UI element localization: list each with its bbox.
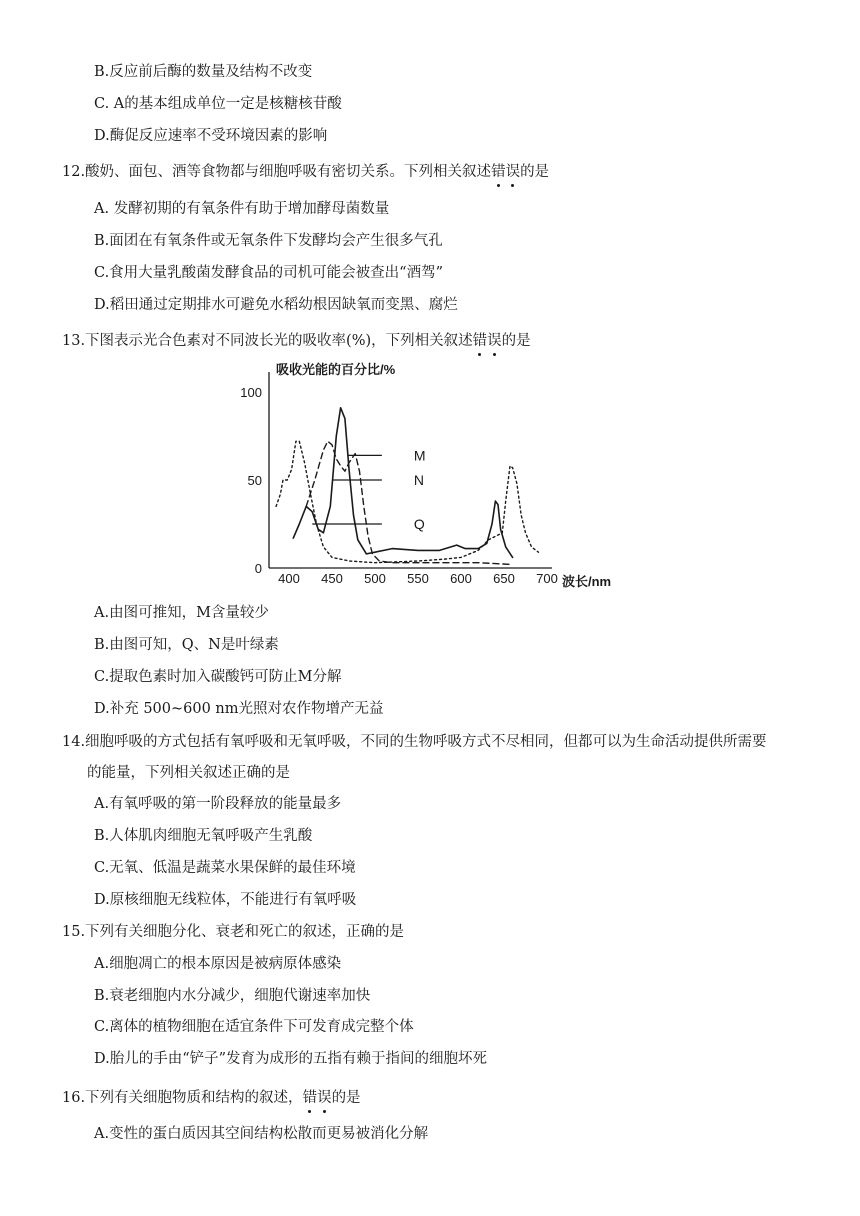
q13-option-b: B.由图可知，Q、N是叶绿素 xyxy=(94,637,279,653)
q12-option-b: B.面团在有氧条件或无氧条件下发酵均会产生很多气孔 xyxy=(94,233,443,249)
q12-stem-tail: 的是 xyxy=(520,164,550,180)
q16-stem-text: 16.下列有关细胞物质和结构的叙述， xyxy=(62,1090,303,1106)
q16-stem xyxy=(62,1088,361,1108)
x-tick-label: 650 xyxy=(493,571,515,586)
q15-option-d: D.胎儿的手由“铲子”发育为成形的五指有赖于指间的细胞坏死 xyxy=(94,1051,488,1067)
x-tick-label: 500 xyxy=(364,571,386,586)
q13-option-c: C.提取色素时加入碳酸钙可防止M分解 xyxy=(94,669,342,685)
chart-series xyxy=(276,408,538,565)
x-axis-label: 波长/nm xyxy=(562,574,612,589)
q12-emphasis-1: 错 xyxy=(491,164,506,180)
q16-emphasis-1: 错 xyxy=(302,1090,318,1106)
q12-option-a: A. 发酵初期的有氧条件有助于增加酵母菌数量 xyxy=(94,201,390,217)
q13-emphasis-1: 错 xyxy=(472,333,488,349)
x-tick-label: 700 xyxy=(536,571,558,586)
x-tick-label: 550 xyxy=(407,571,429,586)
q13-option-a: A.由图可推知，M含量较少 xyxy=(94,605,269,621)
q12-emphasis-2: 误 xyxy=(505,164,521,180)
q12-option-c: C.食用大量乳酸菌发酵食品的司机可能会被查出“酒驾” xyxy=(94,265,444,281)
q11-option-b: B.反应前后酶的数量及结构不改变 xyxy=(94,64,313,80)
series-n-line xyxy=(293,408,512,558)
x-tick-label: 450 xyxy=(321,571,343,586)
q14-option-d: D.原核细胞无线粒体，不能进行有氧呼吸 xyxy=(94,892,357,908)
q15-stem: 15.下列有关细胞分化、衰老和死亡的叙述，正确的是 xyxy=(62,924,405,940)
q13-emphasis-2: 误 xyxy=(487,333,502,349)
q12-stem xyxy=(62,162,549,182)
series-label-q: Q xyxy=(413,516,425,532)
y-axis-label: 吸收光能的百分比/% xyxy=(276,362,396,377)
q14-option-b: B.人体肌肉细胞无氧呼吸产生乳酸 xyxy=(94,828,313,844)
q15-option-c: C.离体的植物细胞在适宜条件下可发育成完整个体 xyxy=(94,1019,414,1035)
chart-series-labels xyxy=(312,447,425,532)
x-tick-label: 400 xyxy=(278,571,300,586)
q14-option-c: C.无氧、低温是蔬菜水果保鲜的最佳环境 xyxy=(94,860,356,876)
absorption-chart xyxy=(240,360,640,595)
q16-emphasis-2: 误 xyxy=(317,1090,332,1106)
y-tick-label: 100 xyxy=(240,385,262,400)
q15-option-a: A.细胞凋亡的根本原因是被病原体感染 xyxy=(94,956,342,972)
q14-option-a: A.有氧呼吸的第一阶段释放的能量最多 xyxy=(94,796,342,812)
q13-option-d: D.补充 500~600 nm光照对农作物增产无益 xyxy=(94,701,384,717)
q11-option-d: D.酶促反应速率不受环境因素的影响 xyxy=(94,128,328,144)
series-label-m: M xyxy=(413,447,426,464)
q16-option-a: A.变性的蛋白质因其空间结构松散而更易被消化分解 xyxy=(94,1126,429,1142)
series-q-line xyxy=(276,441,538,562)
q14-stem-line-1: 14.细胞呼吸的方式包括有氧呼吸和无氧呼吸，不同的生物呼吸方式不尽相同，但都可以为生命活动提供所需要 xyxy=(62,734,767,750)
q12-option-d: D.稻田通过定期排水可避免水稻幼根因缺氧而变黑、腐烂 xyxy=(94,297,458,313)
q15-option-b: B.衰老细胞内水分减少，细胞代谢速率加快 xyxy=(94,988,371,1004)
q13-stem xyxy=(62,331,531,351)
y-tick-label: 50 xyxy=(247,473,262,488)
series-label-n: N xyxy=(413,472,425,488)
y-tick-label: 0 xyxy=(254,561,262,576)
q13-stem-text: 13.下图表示光合色素对不同波长光的吸收率(%)，下列相关叙述 xyxy=(62,333,473,349)
q13-stem-tail: 的是 xyxy=(501,333,531,349)
q12-stem-text: 12.酸奶、面包、酒等食物都与细胞呼吸有密切关系。下列相关叙述 xyxy=(62,164,492,180)
chart-axes xyxy=(240,362,611,589)
q11-option-c: C. A的基本组成单位一定是核糖核苷酸 xyxy=(94,96,342,112)
q14-stem-line-2: 的能量，下列相关叙述正确的是 xyxy=(87,765,290,781)
x-tick-label: 600 xyxy=(450,571,472,586)
q16-stem-tail: 的是 xyxy=(331,1090,361,1106)
